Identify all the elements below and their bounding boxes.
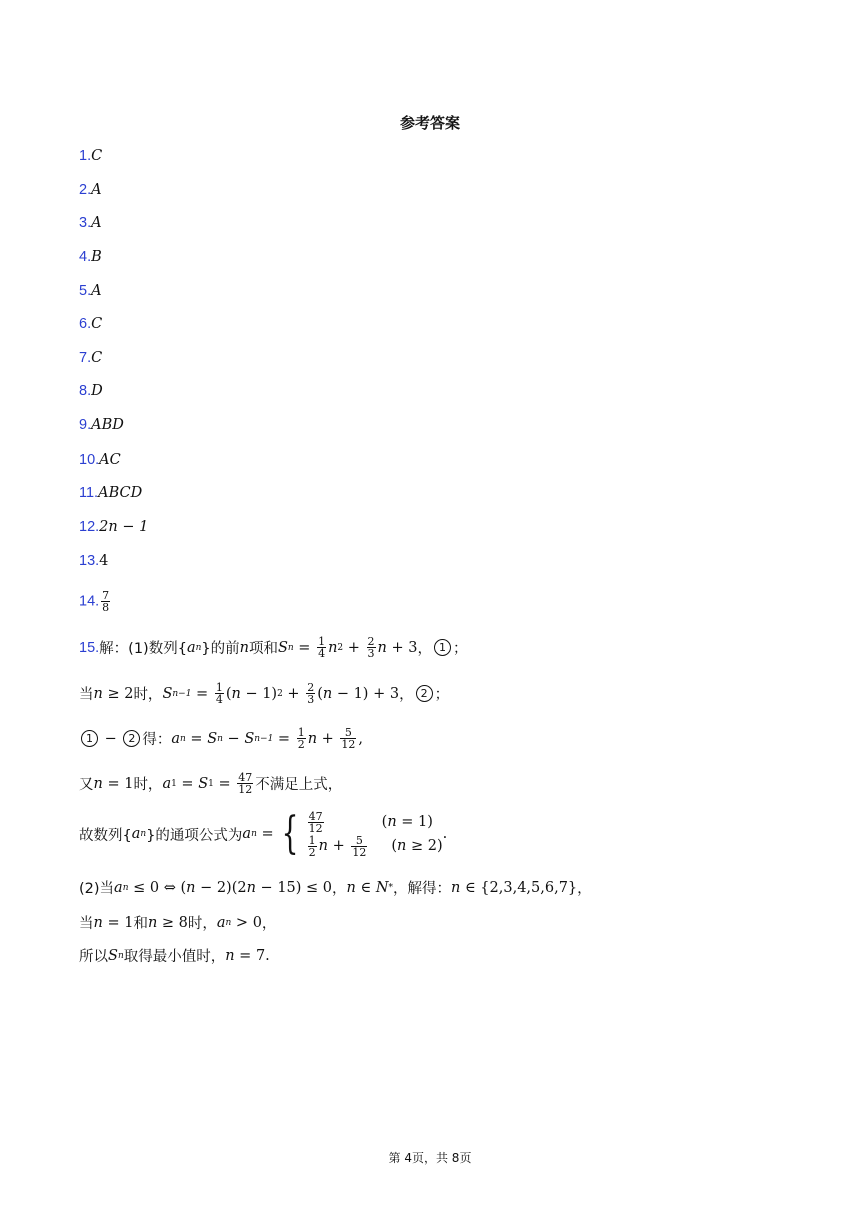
answer-number: 4. — [79, 249, 92, 265]
answer-value: A — [91, 215, 102, 231]
answer-item — [79, 483, 142, 503]
answer-number: 13. — [79, 553, 100, 569]
answer-value: ABCD — [98, 485, 143, 501]
answer-value: A — [91, 182, 102, 198]
answer-value: B — [91, 249, 102, 265]
answer-item — [79, 590, 112, 613]
answer-value: C — [91, 350, 103, 366]
q15-line-5: 故数列{ a n }的通项公式为 a n = { $\frac{47}{12}$ (n = 1) $\frac{1}{2}$ n + $\frac{5}{12}$ (n ≥ 2) . — [79, 808, 448, 859]
q15-text: }的前 — [201, 641, 240, 657]
answer-number: 2. — [79, 182, 92, 198]
answer-number: 12. — [79, 519, 100, 535]
q15-text: 当 — [79, 916, 94, 932]
answer-value: C — [91, 316, 103, 332]
answer-value: D — [91, 383, 103, 399]
q15-text: 时， — [133, 687, 163, 703]
answer-item — [79, 517, 148, 537]
q15-text: 故数列{ — [79, 827, 132, 844]
answer-item — [79, 213, 102, 233]
answer-number: 8. — [79, 383, 92, 399]
q15-line-2: 当 n ≥ 2 时， S n−1 = $\frac{1}{4}$ ( n − 1) 2 + $\frac{2}{3}$ ( n − 1) + 3 ， 2 ； — [79, 681, 450, 706]
answer-value-fraction: $\frac{7}{8}$ — [102, 589, 110, 614]
answer-value: A — [91, 283, 102, 299]
answer-item — [79, 381, 103, 401]
q15-text: 和 — [133, 916, 148, 932]
q15-text: ，解得： — [393, 881, 452, 897]
answer-number: 14. — [79, 593, 100, 610]
q15-text: 所以 — [79, 949, 108, 965]
q15-text: 不满足上式， — [255, 777, 343, 793]
answer-item — [79, 247, 102, 267]
q15-line-7: 当 n = 1 和 n ≥ 8 时， a n > 0 ， — [79, 912, 276, 933]
q15-text: 取得最小值时， — [123, 949, 226, 965]
answer-item — [79, 180, 102, 200]
q15-text: 时， — [133, 777, 163, 793]
answer-number: 11. — [79, 485, 99, 501]
q15-text: 解：(1)数列{ — [99, 641, 187, 657]
answer-item — [79, 551, 108, 571]
q15-text: 时， — [187, 916, 217, 932]
answer-number: 5. — [79, 283, 92, 299]
answer-value: 4 — [99, 553, 109, 569]
answer-number: 10. — [79, 452, 100, 468]
q15-line-8: 所以 S n 取得最小值时， n = 7. — [79, 945, 270, 966]
q15-text: }的通项公式为 — [146, 827, 243, 844]
answer-number: 7. — [79, 350, 92, 366]
q15-line-4: 又 n = 1 时， a 1 = S 1 = $\frac{47}{12}$ 不满足上式， — [79, 771, 343, 796]
answer-value: 2n − 1 — [99, 519, 149, 535]
q15-text: 当 — [79, 687, 94, 703]
answer-number: 3. — [79, 215, 92, 231]
answer-value: AC — [99, 452, 121, 468]
q15-line-1: 15. 解：(1)数列{ a n }的前 n 项和 S n = $\frac{1}{4}$ n 2 + $\frac{2}{3}$ n + 3 ， 1 ； — [79, 635, 468, 660]
page-footer: 第 4页，共 8页 — [388, 1151, 472, 1165]
q15-text: 项和 — [248, 641, 278, 657]
page-title: 参考答案 — [399, 114, 460, 132]
answer-value: ABD — [91, 417, 124, 433]
answer-item — [79, 146, 102, 166]
answer-item — [79, 415, 124, 435]
q15-text: 又 — [79, 777, 94, 793]
answer-value: C — [91, 148, 103, 164]
q15-line-6: (2)当 a n ≤ 0 ⇔ ( n − 2)(2 n − 15) ≤ 0 ， n ∈ N * ，解得： n ∈ {2,3,4,5,6,7} ， — [79, 877, 592, 898]
q15-number: 15. — [79, 639, 100, 656]
answer-item — [79, 348, 102, 368]
q15-text: 得： — [142, 732, 172, 748]
q15-line-3: 1 − 2 得： a n = S n − S n−1 = $\frac{1}{2}$ n + $\frac{5}{12}$ , — [79, 727, 363, 750]
answer-item — [79, 281, 102, 301]
answer-number: 6. — [79, 316, 92, 332]
answer-item — [79, 450, 121, 470]
answer-number: 9. — [79, 417, 92, 433]
answer-item — [79, 314, 102, 334]
q15-text: (2)当 — [79, 881, 115, 897]
answer-number: 1. — [79, 148, 92, 164]
